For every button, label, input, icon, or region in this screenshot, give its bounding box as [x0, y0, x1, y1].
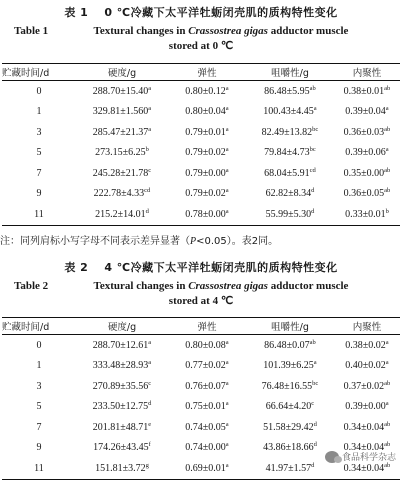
significance-letter: a — [225, 187, 229, 195]
table-cell — [334, 102, 400, 123]
table-cell — [168, 397, 246, 418]
cell-value: 41.97±1.57 — [265, 462, 312, 474]
table-cell — [334, 417, 400, 438]
table-cell — [76, 376, 168, 397]
cell-value: 0.79±0.00 — [185, 167, 226, 179]
table-cell — [76, 122, 168, 143]
table-row — [2, 376, 400, 397]
cell-value: 0 — [36, 339, 42, 351]
significance-letter: ab — [384, 84, 391, 92]
table-cell — [334, 335, 400, 356]
table-cell — [246, 438, 334, 459]
cell-value: 233.50±12.75 — [92, 401, 149, 413]
significance-letter: a — [225, 125, 229, 133]
cell-value: 5 — [36, 147, 42, 159]
cell-value: 43.86±18.66 — [263, 442, 314, 454]
significance-letter: a — [225, 461, 229, 469]
table-cell — [168, 122, 246, 143]
cell-value: 11 — [34, 208, 44, 220]
table-cell — [168, 204, 246, 225]
cell-value: 0.33±0.01 — [345, 208, 386, 220]
cell-value: 0.80±0.12 — [185, 85, 226, 97]
table-cell — [168, 81, 246, 102]
table-cell — [334, 143, 400, 164]
cell-value: 0.38±0.02 — [345, 339, 386, 351]
table-row — [2, 397, 400, 418]
significance-letter: b — [145, 146, 149, 154]
significance-letter: f — [148, 441, 151, 449]
significance-letter: a — [225, 105, 229, 113]
table-cell — [76, 102, 168, 123]
table1-header-cell: 内聚性 — [334, 64, 400, 81]
watermark: 食品科学杂志 — [325, 450, 396, 463]
table-cell — [246, 204, 334, 225]
table1-caption-cn: 表 1 0 ℃冷藏下太平洋牡蛎闭壳肌的质构特性变化 — [64, 6, 338, 19]
table-cell — [2, 438, 76, 459]
significance-letter: ab — [384, 420, 391, 428]
cell-value: 68.04±5.91 — [264, 167, 310, 179]
table-row — [2, 184, 400, 205]
cell-value: 0.39±0.06 — [345, 147, 386, 159]
table-cell — [2, 143, 76, 164]
table-row — [2, 335, 400, 356]
cell-value: 79.84±4.73 — [264, 147, 310, 159]
significance-letter: g — [145, 461, 149, 469]
significance-letter: c — [148, 166, 152, 174]
table-cell — [246, 102, 334, 123]
cell-value: 0.74±0.00 — [185, 442, 226, 454]
table-cell — [334, 204, 400, 225]
table-cell — [334, 163, 400, 184]
table-cell — [168, 458, 246, 479]
significance-letter: a — [385, 359, 389, 367]
table-cell — [246, 163, 334, 184]
table-cell — [76, 417, 168, 438]
significance-letter: a — [313, 105, 317, 113]
significance-letter: c — [311, 400, 315, 408]
cell-value: 0.76±0.07 — [185, 380, 226, 392]
significance-letter: d — [311, 461, 315, 469]
significance-letter: a — [225, 338, 229, 346]
significance-letter: a — [225, 84, 229, 92]
table-cell — [168, 102, 246, 123]
cell-value: 9 — [36, 442, 42, 454]
cell-value: 7 — [36, 421, 42, 433]
table-cell — [2, 184, 76, 205]
table-cell — [334, 81, 400, 102]
significance-letter: a — [313, 359, 317, 367]
significance-letter: ab — [384, 125, 391, 133]
significance-letter: ab — [384, 166, 391, 174]
significance-letter: a — [225, 166, 229, 174]
table-cell — [168, 143, 246, 164]
cell-value: 0.35±0.00 — [343, 167, 385, 179]
cell-value: 11 — [34, 462, 44, 474]
significance-letter: a — [148, 359, 152, 367]
table-cell — [168, 438, 246, 459]
cell-value: 0.79±0.01 — [185, 126, 226, 138]
table-cell — [168, 163, 246, 184]
table-cell — [246, 81, 334, 102]
table2-header-cell: 贮藏时间/d — [2, 318, 76, 335]
table2-caption-cn: 表 2 4 ℃冷藏下太平洋牡蛎闭壳肌的质构特性变化 — [64, 261, 338, 274]
significance-letter: c — [148, 379, 152, 387]
table2-caption-en: Table 2 Textural changes in Crassostrea gigas adductor muscle stored at 4 ℃ — [14, 280, 349, 307]
table1-header-cell: 硬度/g — [76, 64, 168, 81]
table-row — [2, 143, 400, 164]
table-cell — [168, 417, 246, 438]
cell-value: 333.48±28.93 — [92, 360, 149, 372]
significance-letter: d — [148, 400, 152, 408]
table2-header-row — [2, 318, 400, 335]
significance-letter: d — [311, 187, 315, 195]
cell-value: 0.39±0.04 — [345, 106, 386, 118]
significance-letter: bc — [312, 125, 319, 133]
table2-header-cell: 内聚性 — [334, 318, 400, 335]
significance-letter: ab — [384, 461, 391, 469]
table-cell — [334, 356, 400, 377]
cell-value: 1 — [36, 106, 42, 118]
table-cell — [168, 184, 246, 205]
cell-value: 0.74±0.05 — [185, 421, 226, 433]
cell-value: 174.26±43.45 — [93, 442, 149, 454]
cell-value: 76.48±16.55 — [261, 380, 313, 392]
table-cell — [76, 335, 168, 356]
table-cell — [334, 184, 400, 205]
cell-value: 0.77±0.02 — [185, 360, 226, 372]
significance-letter: ab — [384, 379, 391, 387]
significance-letter: cd — [144, 187, 151, 195]
significance-letter: d — [313, 441, 317, 449]
table-cell — [76, 356, 168, 377]
cell-value: 0.80±0.04 — [185, 106, 226, 118]
table-cell — [76, 397, 168, 418]
cell-value: 285.47±21.37 — [92, 126, 149, 138]
cell-value: 9 — [36, 188, 42, 200]
table-cell — [334, 376, 400, 397]
cell-value: 86.48±5.95 — [264, 85, 310, 97]
table-cell — [246, 417, 334, 438]
table-note: 注：同列肩标小写字母不同表示差异显著（P<0.05）。表2同。 — [0, 236, 279, 247]
cell-value: 0.36±0.05 — [343, 188, 385, 200]
cell-value: 0.38±0.01 — [343, 85, 385, 97]
table-cell — [2, 397, 76, 418]
cell-value: 0.36±0.03 — [343, 126, 385, 138]
table-cell — [76, 438, 168, 459]
table-cell — [2, 122, 76, 143]
table-cell — [246, 143, 334, 164]
cell-value: 86.48±0.07 — [264, 339, 310, 351]
table-cell — [76, 143, 168, 164]
cell-value: 0.39±0.00 — [345, 401, 386, 413]
table1-caption-en: Table 1 Textural changes in Crassostrea gigas adductor muscle stored at 0 ℃ — [14, 25, 349, 52]
significance-letter: a — [148, 105, 152, 113]
cell-value: 0.75±0.01 — [185, 401, 226, 413]
significance-letter: a — [225, 400, 229, 408]
cell-value: 201.81±48.71 — [92, 421, 149, 433]
table1-header-cell: 咀嚼性/g — [246, 64, 334, 81]
significance-letter: a — [148, 125, 152, 133]
table-row — [2, 102, 400, 123]
table-cell — [76, 81, 168, 102]
significance-letter: ab — [309, 338, 316, 346]
table-cell — [2, 102, 76, 123]
significance-letter: ab — [309, 84, 316, 92]
cell-value: 5 — [36, 401, 42, 413]
cell-value: 0.78±0.00 — [185, 208, 226, 220]
significance-letter: a — [385, 105, 389, 113]
significance-letter: ab — [384, 441, 391, 449]
cell-value: 3 — [36, 126, 42, 138]
cell-value: 7 — [36, 167, 42, 179]
cell-value: 0.69±0.01 — [185, 462, 226, 474]
cell-value: 151.81±3.72 — [95, 462, 146, 474]
significance-letter: e — [148, 420, 152, 428]
significance-letter: ab — [384, 187, 391, 195]
cell-value: 0.37±0.02 — [343, 380, 385, 392]
cell-value: 0.79±0.02 — [185, 147, 226, 159]
table-row — [2, 81, 400, 102]
significance-letter: a — [225, 420, 229, 428]
table2-header-cell: 硬度/g — [76, 318, 168, 335]
table-cell — [246, 376, 334, 397]
significance-letter: a — [225, 379, 229, 387]
cell-value: 215.2±14.01 — [95, 208, 146, 220]
table-cell — [246, 356, 334, 377]
table2-header-cell: 弹性 — [168, 318, 246, 335]
table-cell — [2, 376, 76, 397]
table-row — [2, 163, 400, 184]
significance-letter: d — [311, 207, 315, 215]
cell-value: 245.28±21.78 — [92, 167, 149, 179]
table-cell — [2, 356, 76, 377]
cell-value: 51.58±29.42 — [263, 421, 314, 433]
table2-header-cell: 咀嚼性/g — [246, 318, 334, 335]
table-row — [2, 122, 400, 143]
cell-value: 1 — [36, 360, 42, 372]
cell-value: 100.43±4.45 — [263, 106, 314, 118]
cell-value: 0.34±0.04 — [343, 442, 385, 454]
significance-letter: a — [148, 84, 152, 92]
significance-letter: a — [148, 338, 152, 346]
table-cell — [168, 356, 246, 377]
table-cell — [246, 397, 334, 418]
cell-value: 0.40±0.02 — [345, 360, 386, 372]
cell-value: 288.70±15.40 — [92, 85, 149, 97]
table-cell — [2, 335, 76, 356]
significance-letter: a — [225, 207, 229, 215]
table-row — [2, 356, 400, 377]
cell-value: 0.34±0.04 — [343, 421, 385, 433]
significance-letter: a — [225, 359, 229, 367]
cell-value: 0.79±0.02 — [185, 188, 226, 200]
table-cell — [246, 335, 334, 356]
table1-header-row — [2, 64, 400, 81]
table-cell — [334, 122, 400, 143]
table1 — [2, 63, 400, 226]
table-cell — [246, 184, 334, 205]
significance-letter: d — [313, 420, 317, 428]
cell-value: 101.39±6.25 — [263, 360, 314, 372]
significance-letter: a — [385, 146, 389, 154]
table-cell — [76, 163, 168, 184]
table-cell — [2, 81, 76, 102]
cell-value: 270.89±35.56 — [92, 380, 149, 392]
significance-letter: a — [385, 338, 389, 346]
table-cell — [2, 163, 76, 184]
cell-value: 329.81±1.560 — [92, 106, 149, 118]
significance-letter: bc — [309, 146, 316, 154]
table-cell — [168, 376, 246, 397]
cell-value: 62.82±8.34 — [265, 188, 312, 200]
table-cell — [168, 335, 246, 356]
significance-letter: a — [225, 146, 229, 154]
table-row — [2, 417, 400, 438]
table1-header-cell: 贮藏时间/d — [2, 64, 76, 81]
significance-letter: bc — [312, 379, 319, 387]
table-cell — [76, 204, 168, 225]
cell-value: 0.34±0.04 — [343, 462, 385, 474]
table-row — [2, 204, 400, 225]
cell-value: 82.49±13.82 — [261, 126, 313, 138]
significance-letter: a — [225, 441, 229, 449]
cell-value: 288.70±12.61 — [92, 339, 149, 351]
wechat-icon — [325, 451, 339, 463]
cell-value: 0 — [36, 85, 42, 97]
table-cell — [246, 458, 334, 479]
table-cell — [334, 397, 400, 418]
cell-value: 55.99±5.30 — [265, 208, 312, 220]
significance-letter: cd — [309, 166, 316, 174]
significance-letter: d — [145, 207, 149, 215]
table-cell — [246, 122, 334, 143]
table-cell — [2, 417, 76, 438]
table-cell — [2, 204, 76, 225]
significance-letter: b — [385, 207, 389, 215]
table-cell — [76, 184, 168, 205]
table1-header-cell: 弹性 — [168, 64, 246, 81]
cell-value: 0.80±0.08 — [185, 339, 226, 351]
cell-value: 273.15±6.25 — [95, 147, 146, 159]
table-cell — [76, 458, 168, 479]
cell-value: 3 — [36, 380, 42, 392]
table-cell — [2, 458, 76, 479]
cell-value: 66.64±4.20 — [265, 401, 312, 413]
significance-letter: a — [385, 400, 389, 408]
cell-value: 222.78±4.33 — [93, 188, 145, 200]
